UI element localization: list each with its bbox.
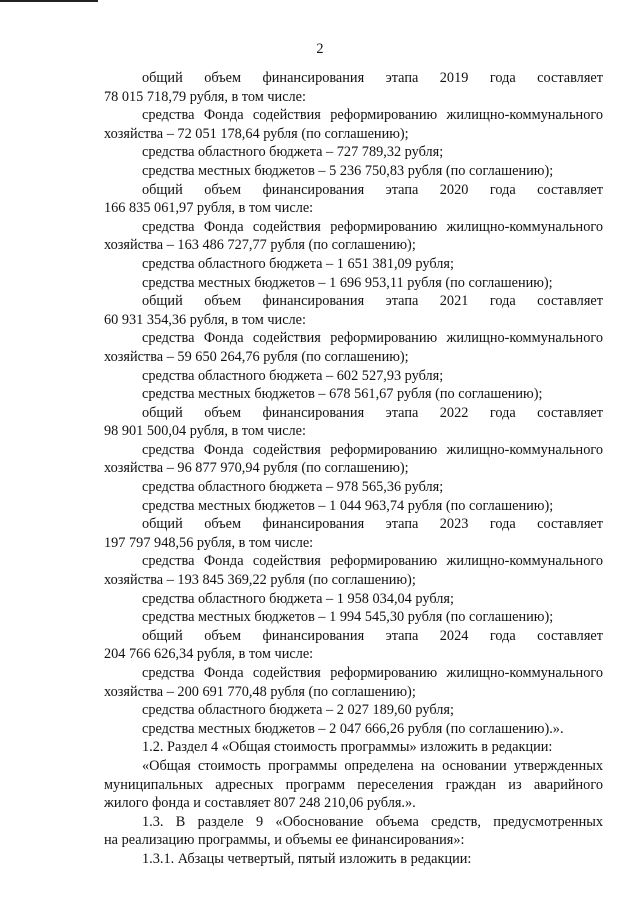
text-line: 1.3.1. Абзацы четвертый, пятый изложить в редакции: (142, 850, 472, 867)
text-line: 78 015 718,79 рубля, в том числе: (104, 88, 306, 105)
text-line: «Общая стоимость программы определена на основании утвержденных (142, 757, 603, 774)
text-line: 1.2. Раздел 4 «Общая стоимость программы» изложить в редакции: (142, 739, 553, 756)
text-line: общий объем финансирования этапа 2021 года составляет (142, 293, 603, 310)
text-line: средства областного бюджета – 602 527,93 рубля; (142, 367, 444, 384)
text-line: общий объем финансирования этапа 2023 года составляет (142, 516, 603, 533)
text-line: жилого фонда и составляет 807 248 210,06 рубля.». (104, 795, 416, 812)
text-line: хозяйства – 163 486 727,77 рубля (по соглашению); (104, 237, 416, 254)
text-line: средства Фонда содействия реформированию жилищно-коммунального (142, 330, 603, 347)
text-line: 204 766 626,34 рубля, в том числе: (104, 646, 314, 663)
text-line: средства Фонда содействия реформированию жилищно-коммунального (142, 665, 603, 681)
text-line: средства Фонда содействия реформированию жилищно-коммунального (142, 441, 603, 458)
text-line: общий объем финансирования этапа 2019 года составляет (142, 70, 603, 86)
text-line: 1.3. В разделе 9 «Обоснование объема средств, предусмотренных (142, 813, 603, 830)
text-line: хозяйства – 59 650 264,76 рубля (по соглашению); (104, 348, 409, 365)
text-line: средства местных бюджетов – 5 236 750,83 рубля (по соглашению); (142, 162, 554, 179)
text-line: общий объем финансирования этапа 2022 года составляет (142, 404, 603, 421)
text-line: средства Фонда содействия реформированию жилищно-коммунального (142, 107, 603, 124)
text-line: средства областного бюджета – 727 789,32 рубля; (142, 144, 444, 161)
text-line: средства местных бюджетов – 1 696 953,11 рубля (по соглашению); (142, 274, 553, 291)
text-line: средства областного бюджета – 1 651 381,09 рубля; (142, 255, 454, 272)
text-line: муниципальных адресных программ переселения граждан из аварийного (104, 776, 603, 793)
document-body (104, 69, 603, 869)
text-line: средства областного бюджета – 2 027 189,60 рубля; (142, 702, 454, 719)
text-line: 60 931 354,36 рубля, в том числе: (104, 311, 306, 328)
text-line: средства областного бюджета – 1 958 034,04 рубля; (142, 590, 454, 607)
text-line: средства Фонда содействия реформированию жилищно-коммунального (142, 553, 603, 570)
text-line: 197 797 948,56 рубля, в том числе: (104, 534, 314, 551)
text-line: хозяйства – 200 691 770,48 рубля (по соглашению); (104, 683, 416, 700)
text-line: общий объем финансирования этапа 2024 года составляет (142, 627, 603, 644)
text-line: 166 835 061,97 рубля, в том числе: (104, 200, 314, 217)
text-line: средства Фонда содействия реформированию жилищно-коммунального (142, 218, 603, 235)
text-line: средства местных бюджетов – 1 044 963,74 рубля (по соглашению); (142, 497, 554, 514)
text-line: средства местных бюджетов – 2 047 666,26 рубля (по соглашению).». (142, 720, 564, 737)
text-line: на реализацию программы, и объемы ее финансирования»: (104, 832, 465, 849)
page-number: 2 (316, 41, 324, 57)
text-line: хозяйства – 193 845 369,22 рубля (по соглашению); (104, 572, 416, 589)
text-line: хозяйства – 96 877 970,94 рубля (по соглашению); (104, 460, 409, 477)
text-line: средства местных бюджетов – 678 561,67 рубля (по соглашению); (142, 386, 543, 403)
text-line: средства областного бюджета – 978 565,36 рубля; (142, 479, 444, 496)
text-line: общий объем финансирования этапа 2020 года составляет (142, 181, 603, 198)
text-line: средства местных бюджетов – 1 994 545,30 рубля (по соглашению); (142, 609, 554, 626)
text-line: хозяйства – 72 051 178,64 рубля (по соглашению); (104, 125, 409, 142)
text-line: 98 901 500,04 рубля, в том числе: (104, 423, 306, 440)
top-rule (0, 0, 98, 2)
